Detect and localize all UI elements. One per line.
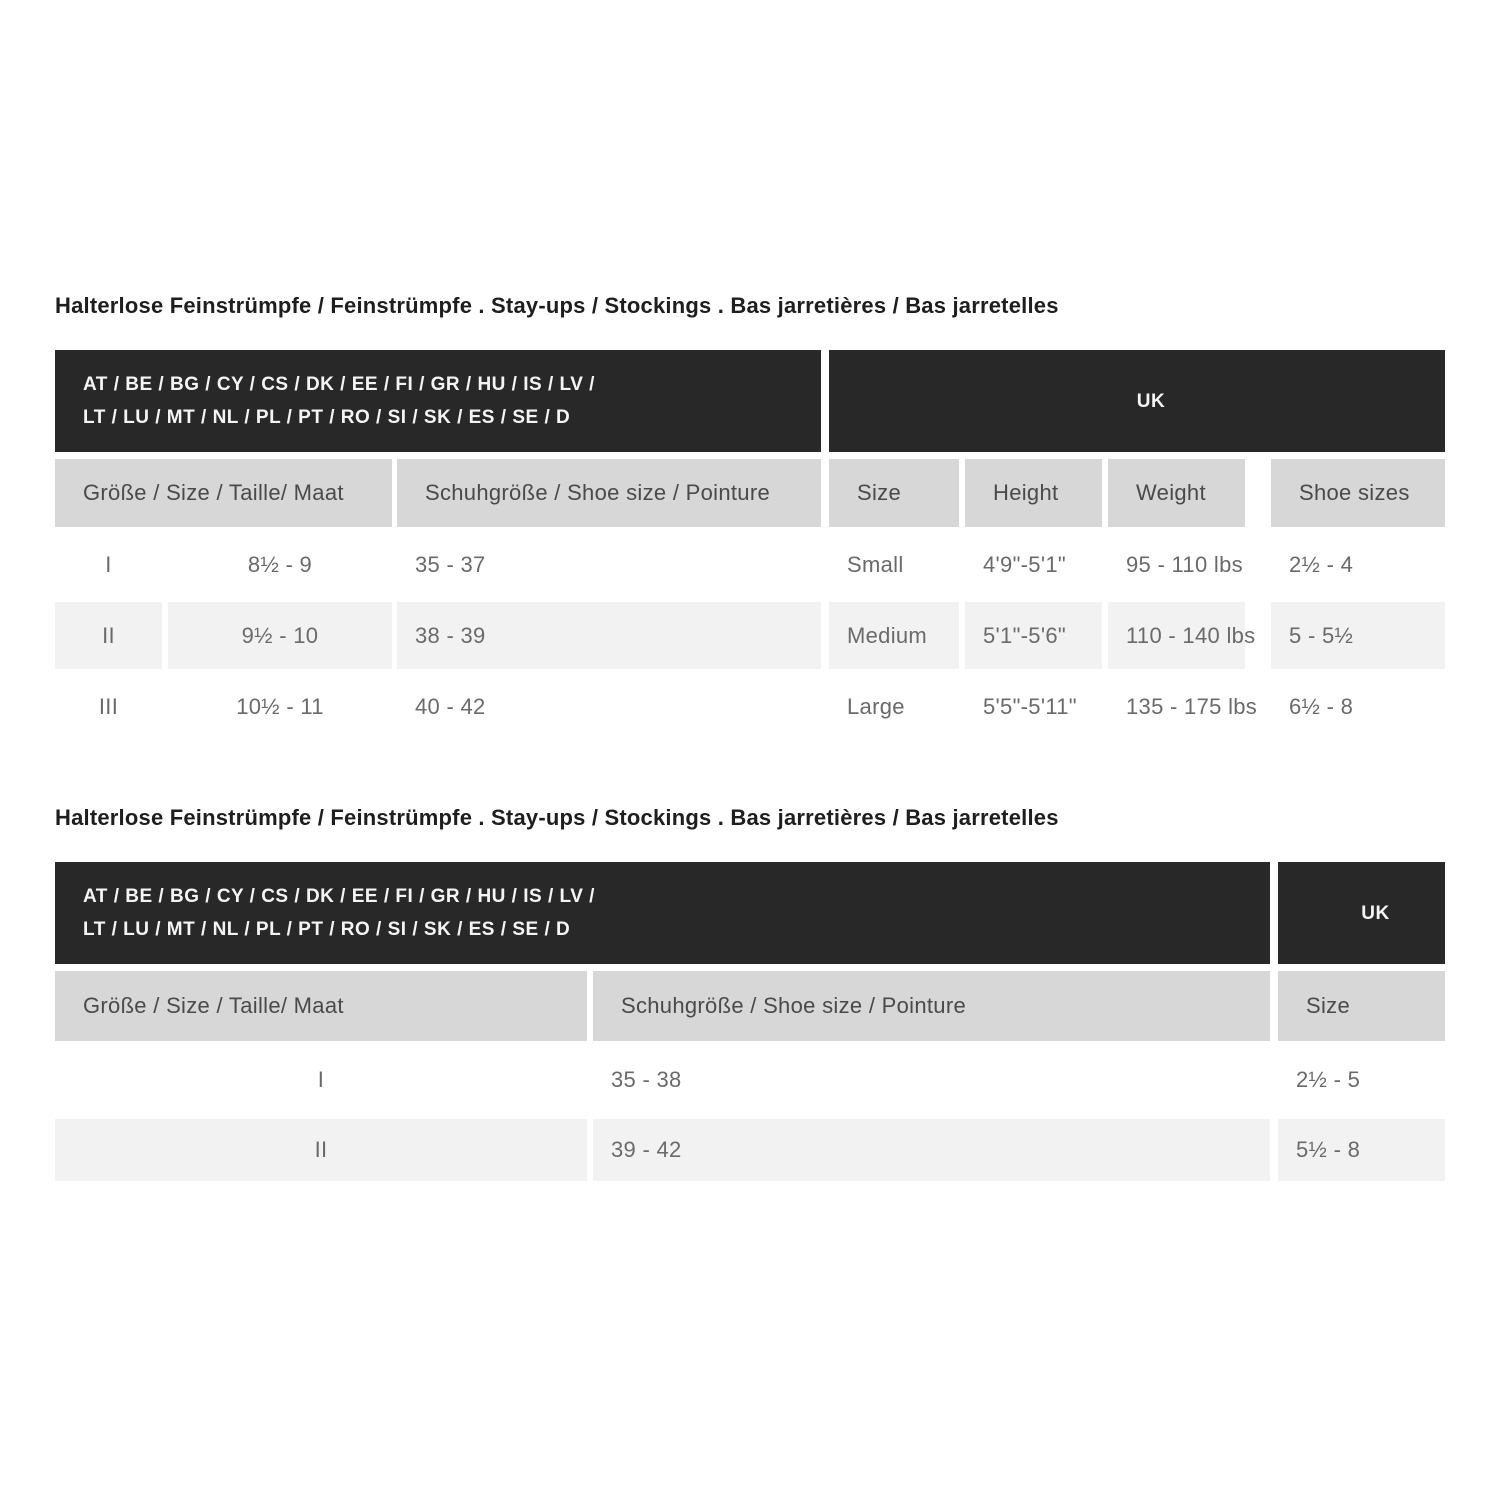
cell-size-range: 10½ - 11 [236, 693, 324, 719]
table-row [55, 1119, 1445, 1181]
cell-size-range: 8½ - 9 [247, 551, 313, 577]
cell-size-range: 9½ - 10 [168, 602, 392, 669]
uk-header-cell: UK [829, 350, 1445, 452]
cell-size-label: II [55, 1119, 587, 1181]
eu-countries-line2: LT / LU / MT / NL / PL / PT / RO / SI / SK / ES / SE / D [83, 407, 571, 428]
column-header-row [55, 971, 1445, 1041]
table-row [55, 669, 1445, 744]
column-header-row [55, 459, 1445, 527]
cell-size-name: Small [847, 551, 904, 577]
cell-shoe-uk: 6½ - 8 [1289, 693, 1354, 719]
cell-size-name: Medium [829, 602, 959, 669]
region-header-row [55, 350, 1445, 452]
size-chart-title-1: Halterlose Feinstrümpfe / Feinstrümpfe . Stay-ups / Stockings . Bas jarretières / Bas jarretelles [55, 293, 1059, 318]
cell-size-label: I [317, 1067, 325, 1092]
size-chart-title-2: Halterlose Feinstrümpfe / Feinstrümpfe . Stay-ups / Stockings . Bas jarretières / Bas jarretelles [55, 805, 1059, 830]
col-header-size: Size [1278, 971, 1445, 1041]
cell-size-uk: 2½ - 5 [1296, 1067, 1361, 1092]
cell-size-label: I [105, 551, 112, 577]
col-header-size: Size [829, 459, 959, 527]
eu-countries-line1: AT / BE / BG / CY / CS / DK / EE / FI / GR / HU / IS / LV / [83, 374, 595, 395]
col-header-weight: Weight [1108, 459, 1245, 527]
table-row [55, 527, 1445, 602]
col-header-schuhgroesse: Schuhgröße / Shoe size / Pointure [593, 971, 1270, 1041]
region-header-row [55, 862, 1445, 964]
cell-size-label: III [98, 693, 119, 719]
cell-size-label: II [55, 602, 162, 669]
size-chart-content [55, 0, 1445, 1181]
col-header-groesse: Größe / Size / Taille/ Maat [55, 971, 587, 1041]
eu-countries-header-cell [55, 862, 1270, 964]
cell-shoe-uk: 2½ - 4 [1289, 551, 1354, 577]
size-table-stayups-eu-uk [55, 350, 1445, 744]
cell-shoe-uk: 5 - 5½ [1271, 602, 1445, 669]
cell-shoe-eu: 35 - 37 [415, 551, 486, 577]
cell-shoe-eu: 40 - 42 [415, 693, 486, 719]
cell-height: 4'9"-5'1" [983, 551, 1066, 577]
cell-shoe-eu: 38 - 39 [397, 602, 821, 669]
col-header-groesse: Größe / Size / Taille/ Maat [55, 459, 392, 527]
cell-shoe-eu: 35 - 38 [611, 1067, 682, 1092]
cell-size-uk: 5½ - 8 [1278, 1119, 1445, 1181]
cell-height: 5'5"-5'11" [983, 693, 1077, 719]
cell-weight: 110 - 140 lbs [1108, 602, 1245, 669]
table-row [55, 1041, 1445, 1119]
cell-shoe-eu: 39 - 42 [593, 1119, 1270, 1181]
eu-countries-line1: AT / BE / BG / CY / CS / DK / EE / FI / GR / HU / IS / LV / [83, 886, 595, 907]
col-header-shoe-sizes: Shoe sizes [1271, 459, 1445, 527]
table-row [55, 602, 1445, 669]
cell-weight: 135 - 175 lbs [1126, 693, 1258, 719]
eu-countries-header-cell [55, 350, 821, 452]
cell-weight: 95 - 110 lbs [1126, 551, 1243, 577]
cell-height: 5'1"-5'6" [965, 602, 1102, 669]
uk-header-cell: UK [1278, 862, 1445, 964]
cell-size-name: Large [847, 693, 905, 719]
col-header-height: Height [965, 459, 1102, 527]
size-table-stayups-simple [55, 862, 1445, 1181]
eu-countries-line2: LT / LU / MT / NL / PL / PT / RO / SI / SK / ES / SE / D [83, 919, 571, 940]
col-header-schuhgroesse: Schuhgröße / Shoe size / Pointure [397, 459, 821, 527]
